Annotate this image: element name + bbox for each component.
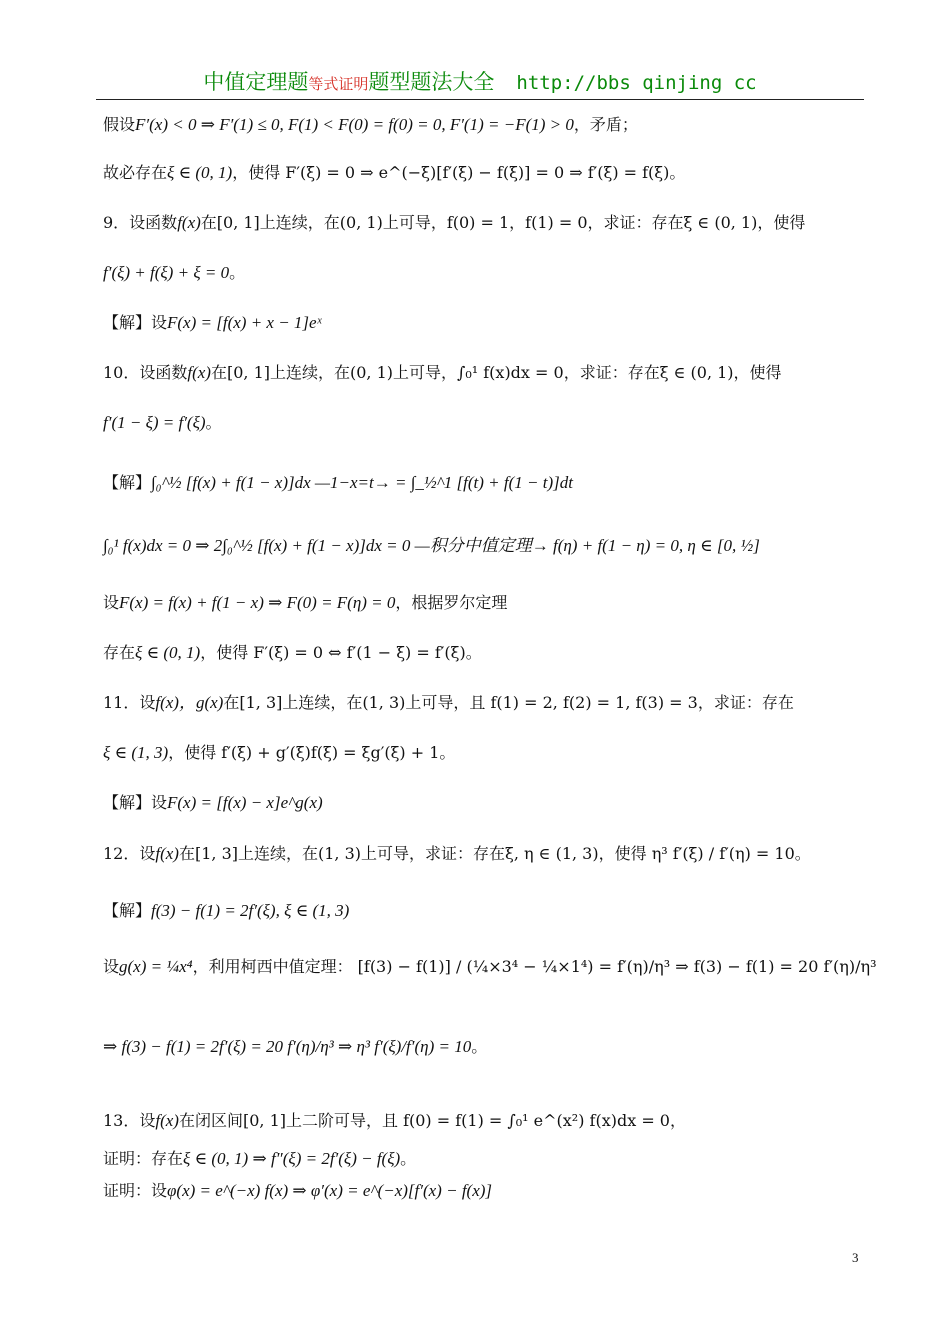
line-post: ，利用柯西中值定理： [f(3) − f(1)] / (¼×3⁴ − ¼×1⁴) = f′(η)/η³ ⇒ f(3) − f(1) = 20 f′(η)/η³ bbox=[192, 957, 877, 976]
line-math: f(x) bbox=[177, 213, 201, 232]
line-post: ，使得 F′(ξ) = 0 ⇒ e^(−ξ)[f′(ξ) − f(ξ)] = 0 ⇒ f′(ξ) = f(ξ)。 bbox=[232, 163, 686, 182]
text-line bbox=[103, 1110, 863, 1132]
line-post: 。 bbox=[400, 1149, 417, 1168]
line-pre: 10．设函数 bbox=[103, 363, 188, 382]
text-line bbox=[103, 1036, 863, 1058]
line-math: f′(1 − ξ) = f′(ξ) bbox=[103, 413, 206, 432]
line-pre: 9．设函数 bbox=[103, 213, 178, 232]
line-pre: 故必存在 bbox=[103, 163, 168, 182]
line-pre: 12．设 bbox=[103, 844, 156, 863]
header-url: http://bbs qinjing cc bbox=[516, 72, 757, 94]
page-number: 3 bbox=[852, 1250, 859, 1265]
text-line bbox=[103, 362, 863, 384]
line-math: F(x) = f(x) + f(1 − x) ⇒ F(0) = F(η) = 0 bbox=[119, 593, 396, 612]
line-pre: 【解】 bbox=[103, 901, 152, 920]
text-line bbox=[103, 162, 863, 184]
text-line bbox=[103, 900, 863, 922]
line-math: ∫₀^½ [f(x) + f(1 − x)]dx —1−x=t→ = ∫_½^1 [f(t) + f(1 − t)]dt bbox=[151, 473, 573, 492]
line-post: ，根据罗尔定理 bbox=[395, 593, 508, 612]
line-pre: 证明：存在 bbox=[103, 1149, 184, 1168]
line-pre: 【解】设 bbox=[103, 793, 168, 812]
line-math: ∫₀¹ f(x)dx = 0 ⇒ 2∫₀^½ [f(x) + f(1 − x)]dx = 0 —积分中值定理→ f(η) + f(1 − η) = 0, η ∈ [0, ½] bbox=[103, 536, 760, 555]
line-math: f(3) − f(1) = 2f′(ξ), ξ ∈ (1, 3) bbox=[151, 901, 350, 920]
line-math: f(x) bbox=[187, 363, 211, 382]
line-post: 在[0, 1]上连续，在(0, 1)上可导，∫₀¹ f(x)dx = 0，求证：存在ξ ∈ (0, 1)，使得 bbox=[210, 363, 782, 382]
line-post: 在[0, 1]上连续，在(0, 1)上可导，f(0) = 1，f(1) = 0，求证：存在ξ ∈ (0, 1)，使得 bbox=[200, 213, 806, 232]
header-title-part1: 中值定理题 bbox=[203, 70, 309, 94]
line-post: ，使得 f′(ξ) + g′(ξ)f(ξ) = ξg′(ξ) + 1。 bbox=[168, 743, 456, 762]
line-math: ξ ∈ (0, 1) bbox=[167, 163, 233, 182]
line-math: F(x) = [f(x) + x − 1]eˣ bbox=[167, 313, 322, 332]
text-line bbox=[103, 212, 863, 234]
line-post: 。 bbox=[205, 413, 222, 432]
line-math: F(x) = [f(x) − x]e^g(x) bbox=[167, 793, 323, 812]
line-pre: 假设 bbox=[103, 115, 136, 134]
line-math: f(x) bbox=[155, 1111, 179, 1130]
text-line bbox=[103, 412, 863, 434]
text-line bbox=[103, 792, 863, 814]
text-line bbox=[103, 692, 863, 714]
line-pre: 【解】设 bbox=[103, 313, 168, 332]
line-math: f(x)，g(x) bbox=[155, 693, 224, 712]
line-post: ，矛盾； bbox=[573, 115, 638, 134]
line-math: g(x) = ¼x⁴ bbox=[119, 957, 193, 976]
text-line bbox=[103, 535, 863, 557]
page-header bbox=[96, 66, 864, 100]
header-title-part2: 等式证明 bbox=[308, 75, 369, 93]
line-post: 在[1, 3]上连续，在(1, 3)上可导，且 f(1) = 2, f(2) = 1, f(3) = 3，求证：存在 bbox=[223, 693, 794, 712]
line-math: ⇒ f(3) − f(1) = 2f′(ξ) = 20 f′(η)/η³ ⇒ η³ f′(ξ)/f′(η) = 10 bbox=[103, 1037, 472, 1056]
line-pre: 设 bbox=[103, 593, 120, 612]
text-line bbox=[103, 472, 863, 494]
line-pre: 设 bbox=[103, 957, 120, 976]
text-line bbox=[103, 843, 863, 865]
text-line bbox=[103, 114, 863, 136]
line-pre: 13．设 bbox=[103, 1111, 156, 1130]
line-post: 在[1, 3]上连续，在(1, 3)上可导，求证：存在ξ, η ∈ (1, 3)，使得 η³ f′(ξ) / f′(η) = 10。 bbox=[178, 844, 811, 863]
line-math: f′(ξ) + f(ξ) + ξ = 0 bbox=[103, 263, 230, 282]
line-post: 在闭区间[0, 1]上二阶可导，且 f(0) = f(1) = ∫₀¹ e^(x²) f(x)dx = 0， bbox=[178, 1111, 686, 1130]
line-math: F′(x) < 0 ⇒ F′(1) ≤ 0, F(1) < F(0) = f(0) = 0, F′(1) = −F(1) > 0 bbox=[135, 115, 574, 134]
text-line bbox=[103, 312, 863, 334]
line-math: ξ ∈ (0, 1) bbox=[135, 643, 201, 662]
line-pre: 存在 bbox=[103, 643, 136, 662]
text-line bbox=[103, 1180, 863, 1202]
line-pre: 【解】 bbox=[103, 473, 152, 492]
line-math: f(x) bbox=[155, 844, 179, 863]
line-math: ξ ∈ (0, 1) ⇒ f″(ξ) = 2f′(ξ) − f(ξ) bbox=[183, 1149, 401, 1168]
text-line bbox=[103, 1148, 863, 1170]
line-post: ，使得 F′(ξ) = 0 ⇔ f′(1 − ξ) = f′(ξ)。 bbox=[200, 643, 482, 662]
text-line bbox=[103, 592, 863, 614]
text-line bbox=[103, 956, 877, 978]
line-pre: 证明：设 bbox=[103, 1181, 168, 1200]
line-pre: 11．设 bbox=[103, 693, 156, 712]
header-title-part3: 题型题法大全 bbox=[368, 70, 495, 94]
text-line bbox=[103, 262, 863, 284]
line-post: 。 bbox=[229, 263, 246, 282]
line-math: φ(x) = e^(−x) f(x) ⇒ φ′(x) = e^(−x)[f′(x) − f(x)] bbox=[167, 1181, 493, 1200]
line-post: 。 bbox=[471, 1037, 488, 1056]
text-line bbox=[103, 742, 863, 764]
text-line bbox=[103, 642, 863, 664]
line-math: ξ ∈ (1, 3) bbox=[103, 743, 169, 762]
